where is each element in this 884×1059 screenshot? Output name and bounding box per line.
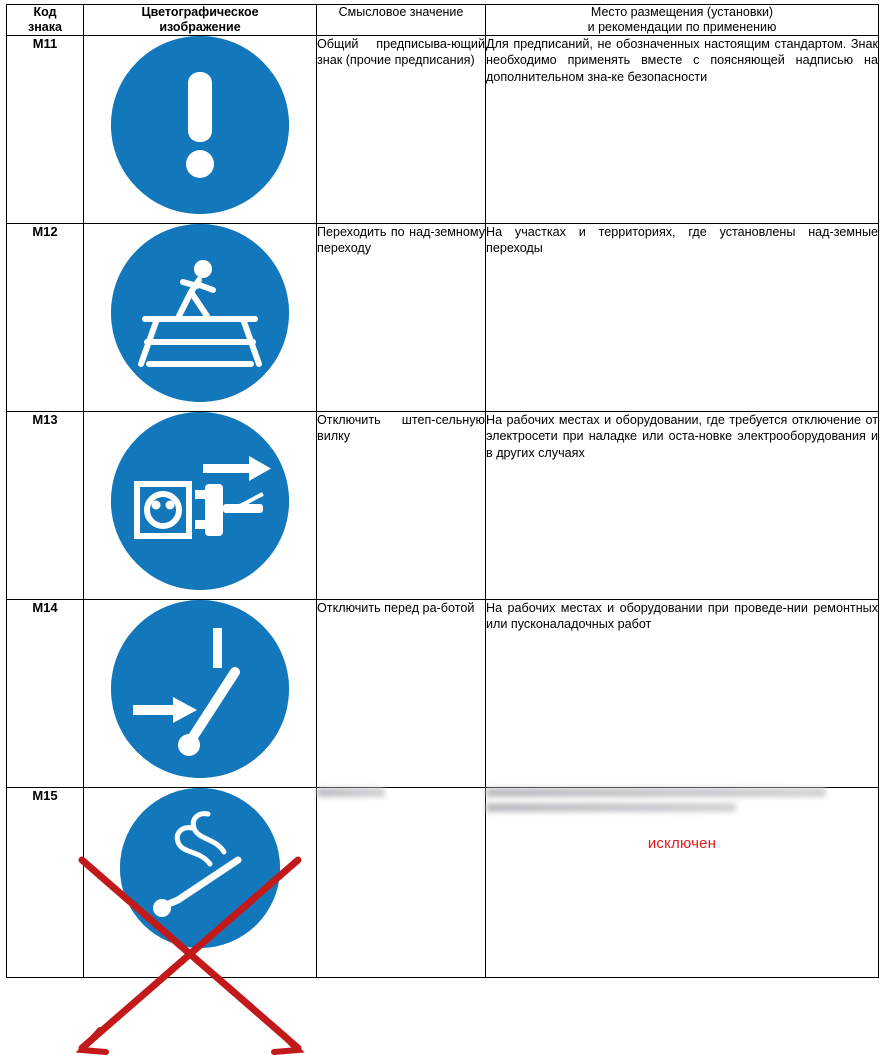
unplug-socket-in-blue-circle-icon: [111, 412, 289, 590]
header-place-line1: Место размещения (установки): [590, 5, 774, 19]
row-image: [84, 787, 317, 977]
row-meaning: Переходить по над-земному переходу: [317, 223, 486, 411]
row-code: M15: [7, 787, 84, 977]
exclamation-mark-in-blue-circle-icon: [111, 36, 289, 214]
pedestrian-overpass-in-blue-circle-icon: [111, 224, 289, 402]
row-code: M13: [7, 411, 84, 599]
row-code: M12: [7, 223, 84, 411]
header-image-line2: изображение: [159, 19, 241, 34]
row-image: [84, 411, 317, 599]
table-row: [7, 411, 879, 599]
header-place-line2: и рекомендации по применению: [587, 19, 777, 34]
row-meaning: Отключить штеп-сельную вилку: [317, 411, 486, 599]
row-place: На участках и территориях, где установлены над-земные переходы: [486, 223, 879, 411]
row-place: На рабочих местах и оборудовании при проведе-нии ремонтных или пусконаладочных работ: [486, 599, 879, 787]
header-place: [486, 5, 879, 36]
header-code-line2: знака: [28, 19, 62, 34]
table-row: [7, 787, 879, 977]
header-meaning: [317, 5, 486, 36]
document-page: [0, 4, 884, 1059]
table-head: [7, 5, 879, 36]
row-code: M14: [7, 599, 84, 787]
row-place: Для предписаний, не обозначенных настоящим стандартом. Знак необходимо применять вместе с поясняющей надписью на дополнительном зна-ке безопасности: [486, 35, 879, 223]
header-meaning-label: Смысловое значение: [338, 5, 464, 19]
table-row: [7, 223, 879, 411]
smoking-place-in-blue-circle-icon: [120, 788, 280, 948]
row-code: M11: [7, 35, 84, 223]
table-row: [7, 599, 879, 787]
table-row: [7, 35, 879, 223]
header-image: [84, 5, 317, 36]
row-image: [84, 35, 317, 223]
row-meaning-redacted: [317, 787, 486, 977]
row-place: На рабочих местах и оборудовании, где требуется отключение от электросети при наладке или оста-новке электрооборудования и в других случаях: [486, 411, 879, 599]
table-header-row: [7, 5, 879, 36]
row-image: [84, 599, 317, 787]
header-code-line1: Код: [33, 5, 57, 19]
redacted-text-line: [486, 788, 826, 797]
safety-signs-table: [6, 4, 879, 978]
header-code: [7, 5, 84, 36]
row-meaning: Общий предписыва-ющий знак (прочие предписания): [317, 35, 486, 223]
table-body: [7, 35, 879, 977]
row-place-redacted: [486, 787, 879, 977]
redacted-text-line: [486, 803, 736, 812]
row-meaning: Отключить перед ра-ботой: [317, 599, 486, 787]
redacted-text-line: [317, 788, 385, 797]
excluded-label: исключен: [647, 834, 717, 852]
switch-off-before-work-in-blue-circle-icon: [111, 600, 289, 778]
header-image-line1: Цветографическое: [141, 5, 259, 19]
row-image: [84, 223, 317, 411]
